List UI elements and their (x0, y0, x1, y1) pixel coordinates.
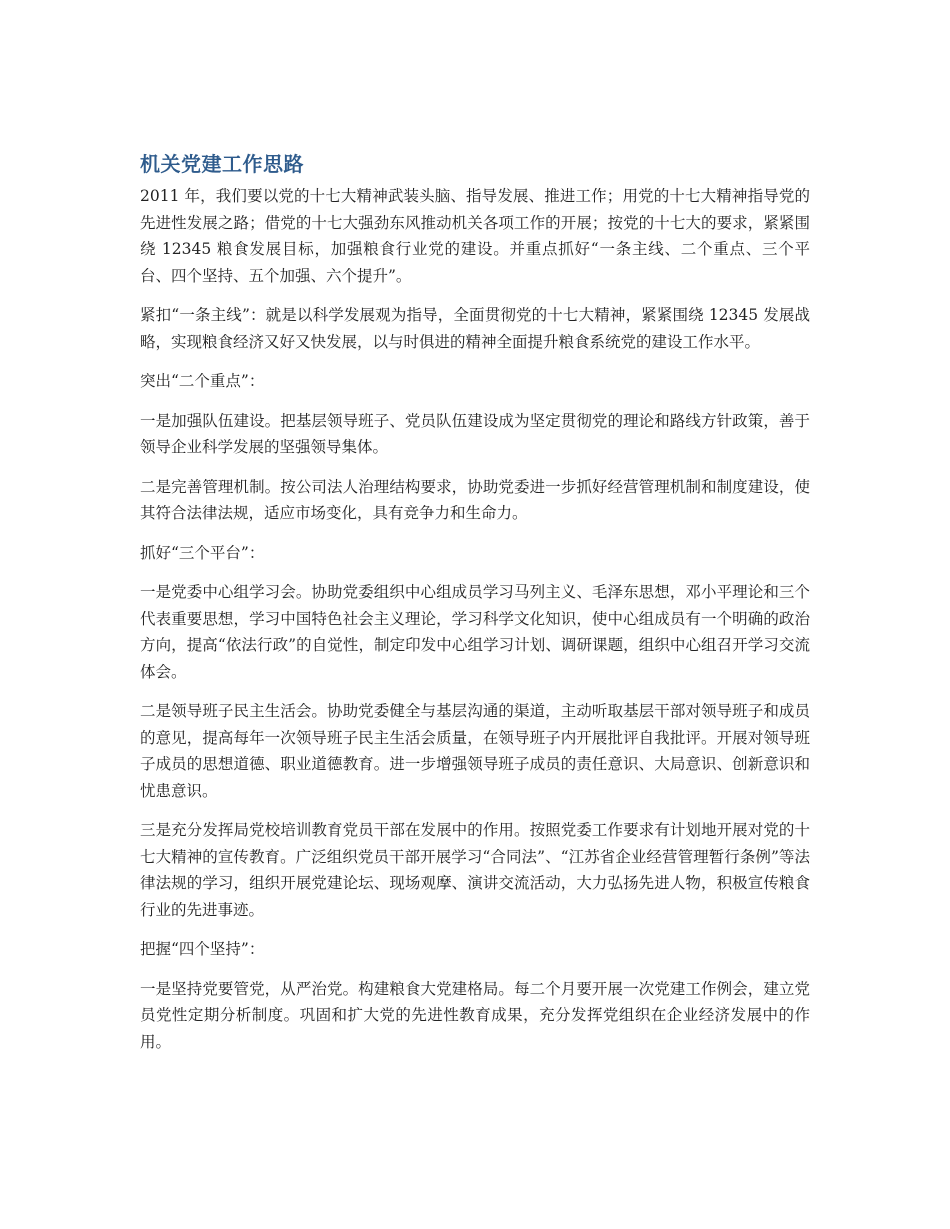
section-heading-four-adherences: 把握“四个坚持”： (140, 940, 265, 958)
paragraph-management-mechanism: 二是完善管理机制。按公司法人治理结构要求，协助党委进一步抓好经营管理机制和制度建设，使其符合法律法规，适应市场变化，具有竞争力和生命力。 (140, 477, 810, 522)
paragraph-democratic-life: 二是领导班子民主生活会。协助党委健全与基层沟通的渠道，主动听取基层干部对领导班子和成员的意见，提高每年一次领导班子民主生活会质量，在领导班子内开展批评自我批评。开展对领导班子成员的思想道德、职业道德教育。进一步增强领导班子成员的责任意识、大局意识、创新意识和忧患意识。 (140, 702, 810, 800)
paragraph-strict-governance: 一是坚持党要管党，从严治党。构建粮食大党建格局。每二个月要开展一次党建工作例会，建立党员党性定期分析制度。巩固和扩大党的先进性教育成果，充分发挥党组织在企业经济发展中的作用。 (140, 979, 810, 1051)
section-heading-two-focuses: 突出“二个重点”： (140, 372, 265, 390)
section-heading-three-platforms: 抓好“三个平台”： (140, 543, 265, 562)
document-title: 机关党建工作思路 (140, 152, 304, 176)
paragraph-main-line: 紧扣“一条主线”：就是以科学发展观为指导，全面贯彻党的十七大精神，紧紧围绕 12345 发展战略，实现粮食经济又好又快发展，以与时俱进的精神全面提升粮食系统党的建设工作水平。 (140, 306, 810, 351)
paragraph-team-building: 一是加强队伍建设。把基层领导班子、党员队伍建设成为坚定贯彻党的理论和路线方针政策，善于领导企业科学发展的坚强领导集体。 (140, 411, 810, 456)
document-body (140, 148, 810, 1068)
paragraph-party-school: 三是充分发挥局党校培训教育党员干部在发展中的作用。按照党委工作要求有计划地开展对党的十七大精神的宣传教育。广泛组织党员干部开展学习“合同法”、“江苏省企业经营管理暂行条例”等法律法规的学习，组织开展党建论坛、现场观摩、演讲交流活动，大力弘扬先进人物，积极宣传粮食行业的先进事迹。 (140, 821, 810, 919)
paragraph-study-group: 一是党委中心组学习会。协助党委组织中心组成员学习马列主义、毛泽东思想，邓小平理论和三个代表重要思想，学习中国特色社会主义理论，学习科学文化知识，使中心组成员有一个明确的政治方向，提高“依法行政”的自觉性，制定印发中心组学习计划、调研课题，组织中心组召开学习交流体会。 (140, 583, 810, 681)
paragraph-intro: 2011 年，我们要以党的十七大精神武装头脑、指导发展、推进工作；用党的十七大精神指导党的先进性发展之路；借党的十七大强劲东风推动机关各项工作的开展；按党的十七大的要求，紧紧围绕 12345 粮食发展目标，加强粮食行业党的建设。并重点抓好“一条主线、二个重点、三个平台、四个坚持、五个加强、六个提升”。 (140, 187, 810, 285)
